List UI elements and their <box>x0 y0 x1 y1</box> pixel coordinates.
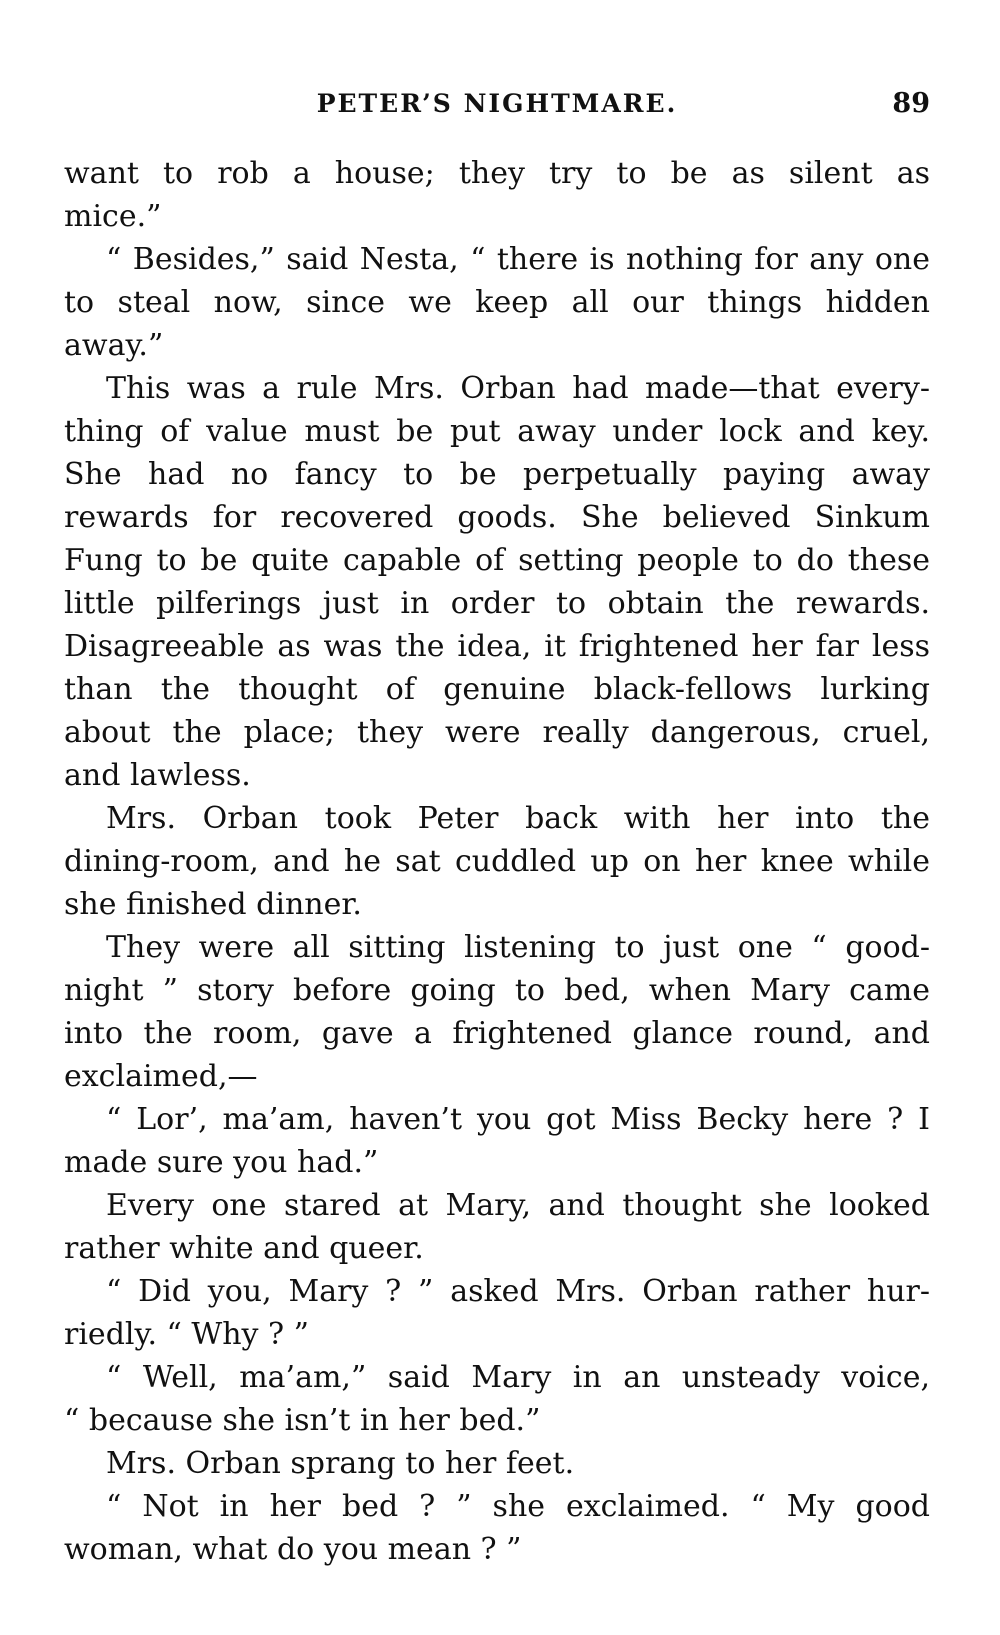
page-number: 89 <box>892 88 930 119</box>
text-line: Fung to be quite capable of setting people to do these <box>64 543 930 578</box>
text-line: riedly. “ Why ? ” <box>64 1317 309 1352</box>
text-line: about the place; they were really dangerous, cruel, <box>64 715 930 750</box>
text-line: rather white and queer. <box>64 1231 424 1266</box>
text-line: made sure you had.” <box>64 1145 379 1180</box>
text-line: want to rob a house; they try to be as silent as <box>64 156 930 191</box>
text-line: and lawless. <box>64 758 251 793</box>
text-line: They were all sitting listening to just one “ good- <box>106 930 930 965</box>
text-line: night ” story before going to bed, when Mary came <box>64 973 930 1008</box>
text-line: exclaimed,— <box>64 1059 258 1094</box>
text-line: thing of value must be put away under lock and key. <box>64 414 930 449</box>
text-line: Every one stared at Mary, and thought she looked <box>106 1188 930 1223</box>
running-title: PETER’S NIGHTMARE. <box>316 89 678 118</box>
text-line: “ Well, ma’am,” said Mary in an unsteady voice, <box>106 1360 930 1395</box>
text-line: “ Not in her bed ? ” she exclaimed. “ My good <box>106 1489 930 1524</box>
text-line: “ Did you, Mary ? ” asked Mrs. Orban rather hur- <box>106 1274 930 1309</box>
text-line: than the thought of genuine black-fellows lurking <box>64 672 930 707</box>
text-line: “ Besides,” said Nesta, “ there is nothing for any one <box>106 242 930 277</box>
text-line: “ Lor’, ma’am, haven’t you got Miss Becky here ? I <box>106 1102 930 1137</box>
text-line: rewards for recovered goods. She believed Sinkum <box>64 500 930 535</box>
body-text <box>64 152 930 1571</box>
text-line: Mrs. Orban took Peter back with her into the <box>106 801 930 836</box>
text-line: mice.” <box>64 199 162 234</box>
text-line: into the room, gave a frightened glance round, and <box>64 1016 930 1051</box>
text-line: This was a rule Mrs. Orban had made—that every- <box>106 371 930 406</box>
text-line: to steal now, since we keep all our things hidden <box>64 285 930 320</box>
text-line: away.” <box>64 328 164 363</box>
running-head <box>64 84 930 124</box>
text-line: Mrs. Orban sprang to her feet. <box>106 1446 575 1481</box>
text-line: woman, what do you mean ? ” <box>64 1532 522 1567</box>
text-line: “ because she isn’t in her bed.” <box>64 1403 541 1438</box>
text-line: dining-room, and he sat cuddled up on her knee while <box>64 844 930 879</box>
text-line: little pilferings just in order to obtain the rewards. <box>64 586 930 621</box>
text-line: She had no fancy to be perpetually paying away <box>64 457 930 492</box>
text-line: she finished dinner. <box>64 887 362 922</box>
text-line: Disagreeable as was the idea, it frightened her far less <box>64 629 930 664</box>
